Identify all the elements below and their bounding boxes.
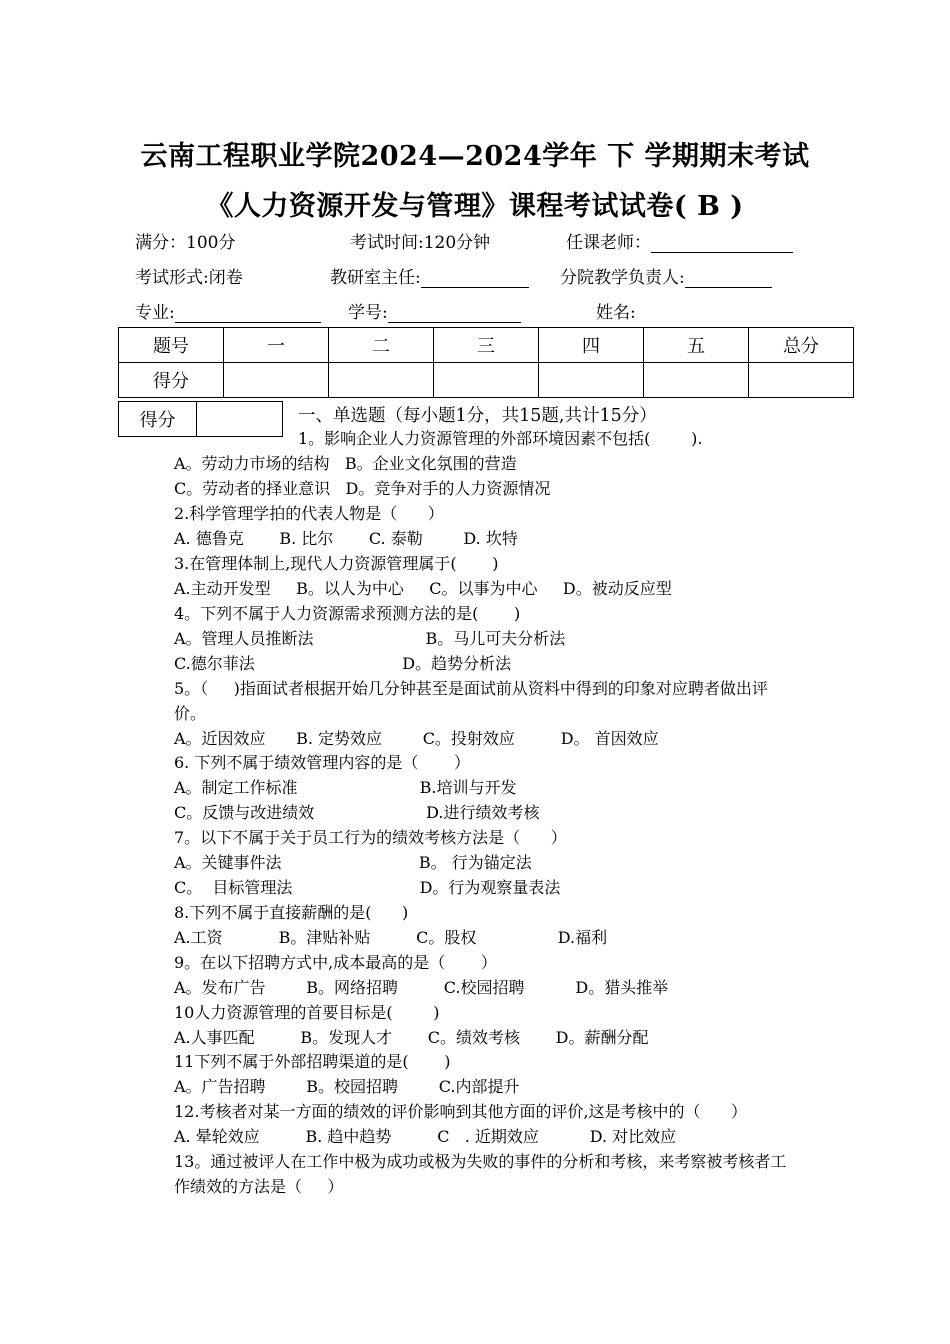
option-line: A.人事匹配 B。发现人才 C。绩效考核 D。薪酬分配 bbox=[174, 1028, 649, 1047]
major-field bbox=[135, 298, 321, 323]
header-cell: 总分 bbox=[749, 328, 854, 363]
option-line: A。制定工作标准 B.培训与开发 bbox=[174, 778, 517, 797]
score-table-score-row bbox=[119, 363, 854, 398]
question-line: 11下列不属于外部招聘渠道的是( ) bbox=[174, 1052, 451, 1071]
score-row-label: 得分 bbox=[119, 363, 224, 398]
teacher-label: 任课老师： bbox=[566, 233, 651, 253]
section-title: 一、单选题（每小题1分，共15题,共计15分） bbox=[298, 406, 657, 426]
option-line: A。近因效应 B. 定势效应 C。投射效应 D。 首因效应 bbox=[174, 729, 659, 748]
option-line: A. 德鲁克 B. 比尔 C. 泰勒 D. 坎特 bbox=[174, 529, 518, 548]
section-score-box bbox=[118, 401, 283, 437]
exam-time-label: 考试时间:120分钟 bbox=[350, 233, 491, 253]
option-line: C.德尔菲法 D。趋势分析法 bbox=[174, 654, 512, 673]
score-cell bbox=[224, 363, 329, 398]
question-line: 13。通过被评人在工作中极为成功或极为失败的事件的分析和考核，来考察被考核者工 bbox=[174, 1152, 787, 1171]
header-cell: 四 bbox=[539, 328, 644, 363]
score-cell bbox=[644, 363, 749, 398]
header-cell: 一 bbox=[224, 328, 329, 363]
exam-title: 云南工程职业学院2024—2024学年 下 学期期末考试 bbox=[140, 141, 810, 172]
header-cell: 三 bbox=[434, 328, 539, 363]
question-line: 3.在管理体制上,现代人力资源管理属于( ) bbox=[174, 554, 499, 573]
teacher-field bbox=[566, 228, 793, 253]
section-score-label: 得分 bbox=[119, 402, 197, 437]
student-id-field bbox=[348, 298, 521, 323]
option-line: C。 目标管理法 D。行为观察量表法 bbox=[174, 878, 561, 897]
dept-head-field bbox=[560, 263, 772, 288]
header-cell: 五 bbox=[644, 328, 749, 363]
option-line: A。关键事件法 B。 行为锚定法 bbox=[174, 853, 532, 872]
header-cell: 题号 bbox=[119, 328, 224, 363]
director-field bbox=[330, 263, 529, 288]
student-id-label: 学号: bbox=[348, 303, 388, 323]
question-line: 7。以下不属于关于员工行为的绩效考核方法是（ ） bbox=[174, 828, 567, 847]
student-id-blank bbox=[388, 304, 521, 323]
score-cell bbox=[749, 363, 854, 398]
option-line: A.工资 B。津贴补贴 C。股权 D.福利 bbox=[174, 928, 608, 947]
question-line: 价。 bbox=[174, 704, 207, 723]
option-line: A。广告招聘 B。校园招聘 C.内部提升 bbox=[174, 1077, 520, 1096]
teacher-blank bbox=[651, 234, 793, 253]
full-score-label: 满分：100分 bbox=[135, 233, 236, 253]
question-line: 12.考核者对某一方面的绩效的评价影响到其他方面的评价,这是考核中的（ ） bbox=[174, 1102, 748, 1121]
major-blank bbox=[175, 304, 321, 323]
option-line: A。劳动力市场的结构 B。企业文化氛围的营造 bbox=[174, 454, 517, 473]
score-cell bbox=[539, 363, 644, 398]
question-line: 8.下列不属于直接薪酬的是( ) bbox=[174, 903, 409, 922]
question-line: 10人力资源管理的首要目标是( ) bbox=[174, 1003, 440, 1022]
question-line: 作绩效的方法是（ ） bbox=[174, 1177, 344, 1196]
option-line: C。劳动者的择业意识 D。竞争对手的人力资源情况 bbox=[174, 479, 551, 498]
section-score-cell bbox=[197, 402, 283, 437]
option-line: A。管理人员推断法 B。马儿可夫分析法 bbox=[174, 629, 566, 648]
option-line: A.主动开发型 B。以人为中心 C。以事为中心 D。被动反应型 bbox=[174, 579, 672, 598]
option-line: A. 晕轮效应 B. 趋中趋势 C . 近期效应 D. 对比效应 bbox=[174, 1127, 677, 1146]
option-line: C。反馈与改进绩效 D.进行绩效考核 bbox=[174, 803, 540, 822]
director-label: 教研室主任: bbox=[330, 268, 421, 288]
exam-form-label: 考试形式:闭卷 bbox=[135, 268, 243, 288]
question-line: 4。下列不属于人力资源需求预测方法的是( ) bbox=[174, 604, 521, 623]
question-line: 9。在以下招聘方式中,成本最高的是（ ） bbox=[174, 953, 497, 972]
score-table bbox=[118, 327, 854, 398]
question-line: 5。（ )指面试者根据开始几分钟甚至是面试前从资料中得到的印象对应聘者做出评 bbox=[174, 679, 768, 698]
score-cell bbox=[434, 363, 539, 398]
question-line: 6. 下列不属于绩效管理内容的是（ ） bbox=[174, 753, 470, 772]
dept-head-label: 分院教学负责人: bbox=[560, 268, 685, 288]
dept-head-blank bbox=[685, 269, 772, 288]
name-label: 姓名: bbox=[596, 303, 636, 323]
score-cell bbox=[329, 363, 434, 398]
header-cell: 二 bbox=[329, 328, 434, 363]
director-blank bbox=[421, 269, 529, 288]
question-line: 2.科学管理学拍的代表人物是（ ） bbox=[174, 504, 444, 523]
option-line: A。发布广告 B。网络招聘 C.校园招聘 D。猎头推举 bbox=[174, 978, 669, 997]
score-table-header-row bbox=[119, 328, 854, 363]
question-line: 1。影响企业人力资源管理的外部环境因素不包括( ). bbox=[298, 429, 703, 448]
major-label: 专业: bbox=[135, 303, 175, 323]
course-title: 《人力资源开发与管理》课程考试试卷( B ) bbox=[206, 191, 744, 222]
